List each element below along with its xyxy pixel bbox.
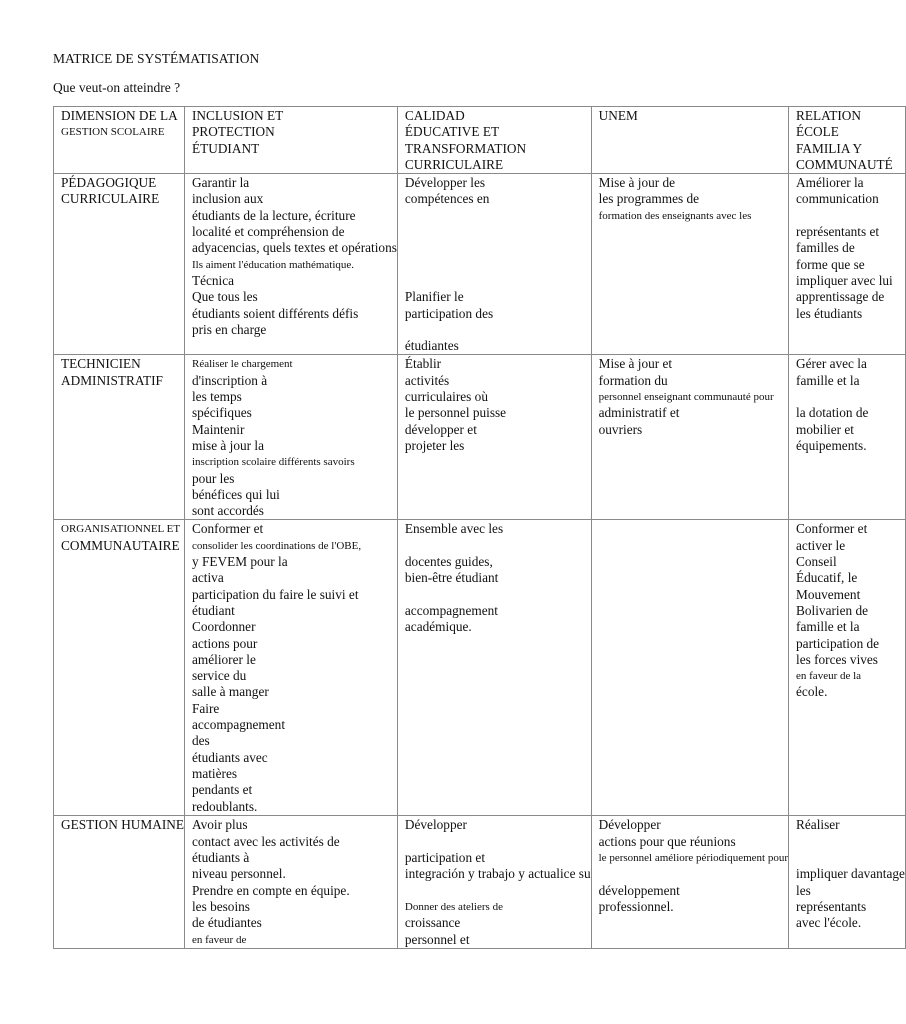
cell-line: étudiants de la lecture, écriture bbox=[191, 207, 356, 223]
cell-line: les étudiants bbox=[796, 305, 863, 321]
cell-line: école. bbox=[796, 684, 828, 700]
cell-line: activa bbox=[191, 570, 224, 586]
cell-line: projeter les bbox=[404, 437, 465, 453]
cell-line: les forces vives bbox=[796, 651, 878, 667]
cell-line: spécifiques bbox=[191, 405, 252, 421]
cell-line: communication bbox=[796, 191, 879, 207]
cell-unem bbox=[591, 520, 788, 816]
cell-line: CALIDAD bbox=[404, 108, 465, 123]
cell-line: administratif et bbox=[598, 405, 680, 421]
cell-line: formation du bbox=[598, 372, 668, 388]
cell-line: Mise à jour de bbox=[598, 175, 676, 191]
cell-line: le personnel améliore périodiquement pour bbox=[598, 852, 789, 865]
cell-line: participation du faire le suivi et bbox=[191, 586, 359, 602]
cell-unem bbox=[591, 174, 788, 355]
cell-line: RELATION bbox=[796, 108, 862, 123]
cell-line bbox=[405, 208, 591, 224]
cell-line: PROTECTION bbox=[191, 124, 275, 140]
cell-line: développement bbox=[598, 882, 680, 898]
cell-line: améliorer le bbox=[191, 651, 256, 667]
cell-line: localité et compréhension de bbox=[191, 224, 345, 240]
cell-line bbox=[405, 224, 591, 240]
cell-line: Que tous les bbox=[191, 289, 258, 305]
cell-line: familles de bbox=[796, 240, 855, 256]
cell-line: Ensemble avec les bbox=[404, 521, 504, 537]
cell-line: compétences en bbox=[404, 191, 490, 207]
cell-line bbox=[405, 883, 591, 899]
cell-line: étudiantes bbox=[404, 338, 459, 354]
cell-line bbox=[405, 834, 591, 850]
cell-line: Mise à jour et bbox=[598, 356, 673, 372]
document-title: MATRICE DE SYSTÉMATISATION bbox=[53, 51, 260, 66]
cell-line: matières bbox=[191, 765, 238, 781]
cell-line: impliquer davantage bbox=[796, 866, 905, 882]
cell-calidad bbox=[397, 520, 591, 816]
cell-line: Coordonner bbox=[191, 619, 256, 635]
cell-line: inclusion aux bbox=[191, 191, 264, 207]
cell-line: curriculaires où bbox=[404, 389, 488, 405]
cell-line: actions pour bbox=[191, 635, 258, 651]
header-calidad bbox=[397, 107, 591, 174]
cell-line: accompagnement bbox=[191, 717, 286, 733]
cell-inclusion bbox=[184, 174, 397, 355]
cell-line: personnel enseignant communauté pour bbox=[598, 391, 774, 404]
cell-line: le personnel puisse bbox=[404, 405, 507, 421]
systematization-matrix bbox=[53, 106, 906, 949]
cell-line: Développer les bbox=[404, 175, 486, 191]
cell-line: bénéfices qui lui bbox=[191, 486, 280, 502]
cell-line: service du bbox=[191, 668, 247, 684]
cell-calidad bbox=[397, 174, 591, 355]
cell-calidad bbox=[397, 355, 591, 520]
cell-line: Maintenir bbox=[191, 421, 245, 437]
cell-line: Prendre en compte en équipe. bbox=[191, 882, 350, 898]
cell-relation bbox=[789, 520, 906, 816]
cell-dimension bbox=[54, 355, 185, 520]
cell-line: ORGANISATIONNEL ET bbox=[61, 523, 181, 536]
cell-line: en faveur de bbox=[191, 933, 247, 946]
cell-line: mobilier et bbox=[796, 421, 854, 437]
header-row bbox=[54, 107, 906, 174]
cell-line: integración y trabajo y actualice su bbox=[404, 866, 591, 882]
cell-line: ÉDUCATIVE ET bbox=[404, 124, 500, 140]
table-row bbox=[54, 355, 906, 520]
cell-line: Técnica bbox=[191, 272, 235, 288]
cell-line: GESTION SCOLAIRE bbox=[61, 126, 165, 139]
cell-line bbox=[405, 538, 591, 554]
cell-line bbox=[796, 389, 905, 405]
cell-line: pour les bbox=[191, 470, 235, 486]
cell-line: DIMENSION DE LA bbox=[61, 108, 178, 123]
cell-line: représentants bbox=[796, 898, 867, 914]
cell-line: redoublants. bbox=[191, 798, 258, 814]
cell-calidad bbox=[397, 816, 591, 948]
cell-line: inscription scolaire différents savoirs bbox=[191, 456, 355, 469]
cell-line: GESTION HUMAINE bbox=[61, 817, 184, 833]
cell-line: d'inscription à bbox=[191, 372, 268, 388]
cell-line: Améliorer la bbox=[796, 175, 864, 191]
document-subtitle: Que veut-on atteindre ? bbox=[53, 80, 181, 95]
cell-line: impliquer avec lui bbox=[796, 272, 893, 288]
header-unem bbox=[591, 107, 788, 174]
cell-line: participation de bbox=[796, 635, 880, 651]
cell-line: étudiant bbox=[191, 602, 235, 618]
cell-line: y FEVEM pour la bbox=[191, 554, 288, 570]
cell-line: Ils aiment l'éducation mathématique. bbox=[191, 258, 355, 271]
cell-line: CURRICULAIRE bbox=[61, 191, 160, 207]
cell-line: Réaliser le chargement bbox=[191, 358, 293, 371]
cell-line: avec l'école. bbox=[796, 915, 862, 931]
cell-line: CURRICULAIRE bbox=[404, 156, 504, 172]
cell-line: académique. bbox=[404, 619, 472, 635]
cell-line: PÉDAGOGIQUE bbox=[61, 175, 157, 191]
cell-line bbox=[796, 834, 905, 850]
cell-dimension bbox=[54, 520, 185, 816]
cell-line: équipements. bbox=[796, 437, 867, 453]
cell-line: COMMUNAUTAIRE bbox=[61, 537, 180, 553]
cell-inclusion bbox=[184, 520, 397, 816]
cell-line: TECHNICIEN bbox=[61, 356, 141, 372]
cell-unem bbox=[591, 816, 788, 948]
cell-line: personnel et bbox=[404, 931, 470, 947]
header-inclusion bbox=[184, 107, 397, 174]
cell-line bbox=[796, 208, 905, 224]
cell-line: formation des enseignants avec les bbox=[598, 209, 752, 222]
cell-line bbox=[796, 850, 905, 866]
cell-line: Donner des ateliers de bbox=[404, 900, 503, 913]
cell-line: accompagnement bbox=[404, 602, 498, 618]
cell-line: FAMILIA Y bbox=[796, 140, 863, 156]
cell-line: famille et la bbox=[796, 619, 860, 635]
cell-line: Planifier le bbox=[404, 289, 464, 305]
header-relation bbox=[789, 107, 906, 174]
cell-line: ÉCOLE bbox=[796, 124, 839, 140]
cell-line: la dotation de bbox=[796, 405, 869, 421]
cell-dimension bbox=[54, 174, 185, 355]
cell-line: pris en charge bbox=[191, 321, 267, 337]
cell-line: les temps bbox=[191, 389, 242, 405]
cell-line: bien-être étudiant bbox=[404, 570, 499, 586]
table-row bbox=[54, 816, 906, 948]
cell-unem bbox=[591, 355, 788, 520]
cell-line: famille et la bbox=[796, 372, 860, 388]
cell-line: mise à jour la bbox=[191, 437, 264, 453]
cell-line: INCLUSION ET bbox=[191, 108, 284, 123]
cell-line: salle à manger bbox=[191, 684, 269, 700]
cell-line: professionnel. bbox=[598, 898, 674, 914]
cell-line: en faveur de la bbox=[796, 670, 862, 683]
cell-line: participation et bbox=[404, 850, 486, 866]
cell-line: les besoins bbox=[191, 898, 250, 914]
cell-line: Garantir la bbox=[191, 175, 250, 191]
cell-relation bbox=[789, 816, 906, 948]
cell-inclusion bbox=[184, 355, 397, 520]
cell-line: Conseil bbox=[796, 554, 837, 570]
cell-line: de étudiantes bbox=[191, 915, 262, 931]
cell-line: Gérer avec la bbox=[796, 356, 867, 372]
cell-line: Mouvement bbox=[796, 586, 861, 602]
cell-line: des bbox=[191, 733, 210, 749]
cell-line: actions pour que réunions bbox=[598, 833, 736, 849]
cell-line: contact avec les activités de bbox=[191, 833, 340, 849]
cell-line: ADMINISTRATIF bbox=[61, 372, 163, 388]
cell-line: COMMUNAUTÉ bbox=[796, 156, 893, 172]
cell-line: Faire bbox=[191, 700, 220, 716]
cell-line: consolider les coordinations de l'OBE, bbox=[191, 539, 362, 552]
cell-line: adyacencias, quels textes et opérations bbox=[191, 240, 397, 256]
header-dimension bbox=[54, 107, 185, 174]
cell-line: TRANSFORMATION bbox=[404, 140, 527, 156]
cell-line bbox=[405, 587, 591, 603]
cell-line: étudiants soient différents défis bbox=[191, 305, 359, 321]
cell-relation bbox=[789, 174, 906, 355]
cell-line: activités bbox=[404, 372, 450, 388]
cell-line: Avoir plus bbox=[191, 817, 248, 833]
cell-line: étudiants à bbox=[191, 850, 250, 866]
cell-dimension bbox=[54, 816, 185, 948]
cell-line: les programmes de bbox=[598, 191, 700, 207]
cell-line: docentes guides, bbox=[404, 554, 493, 570]
cell-line: participation des bbox=[404, 305, 494, 321]
cell-inclusion bbox=[184, 816, 397, 948]
cell-line: Bolivarien de bbox=[796, 602, 869, 618]
cell-line: Développer bbox=[598, 817, 661, 833]
cell-line: UNEM bbox=[598, 108, 638, 123]
cell-line: activer le bbox=[796, 537, 846, 553]
cell-line: Éducatif, le bbox=[796, 570, 858, 586]
cell-line: pendants et bbox=[191, 782, 253, 798]
cell-line: ouvriers bbox=[598, 421, 643, 437]
cell-line: ÉTUDIANT bbox=[191, 140, 260, 156]
table-row bbox=[54, 174, 906, 355]
cell-line: forme que se bbox=[796, 256, 865, 272]
cell-line bbox=[405, 322, 591, 338]
cell-line bbox=[405, 240, 591, 256]
cell-line: représentants et bbox=[796, 224, 880, 240]
cell-line: sont accordés bbox=[191, 503, 264, 519]
cell-line: développer et bbox=[404, 421, 477, 437]
cell-line: Réaliser bbox=[796, 817, 840, 833]
cell-line bbox=[405, 257, 591, 273]
cell-relation bbox=[789, 355, 906, 520]
table-row bbox=[54, 520, 906, 816]
cell-line: apprentissage de bbox=[796, 289, 885, 305]
cell-line: les bbox=[796, 882, 811, 898]
cell-line bbox=[405, 273, 591, 289]
cell-line: Conformer et bbox=[796, 521, 868, 537]
cell-line: Établir bbox=[404, 356, 442, 372]
cell-line: Conformer et bbox=[191, 521, 264, 537]
cell-line: étudiants avec bbox=[191, 749, 268, 765]
cell-line bbox=[599, 866, 788, 882]
cell-line: Développer bbox=[404, 817, 467, 833]
cell-line: croissance bbox=[404, 915, 461, 931]
cell-line: niveau personnel. bbox=[191, 866, 286, 882]
